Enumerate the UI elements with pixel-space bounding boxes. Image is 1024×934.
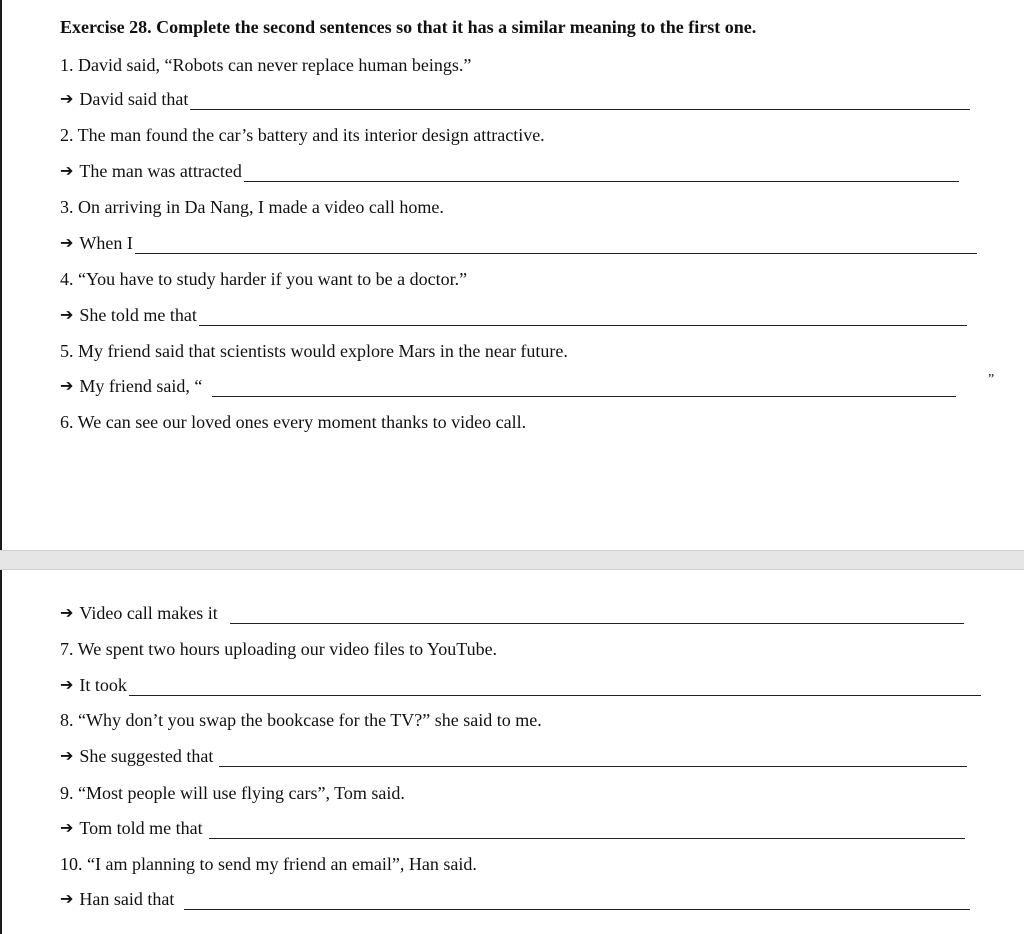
answer-blank-2[interactable] xyxy=(244,164,959,182)
answer-blank-10[interactable] xyxy=(184,892,970,910)
answer-stem-9: Tom told me that xyxy=(79,818,203,838)
question-3: 3. On arriving in Da Nang, I made a video call home. xyxy=(60,197,444,217)
arrow-icon: ➔ xyxy=(60,233,74,252)
arrow-icon: ➔ xyxy=(60,305,74,324)
answer-blank-5[interactable] xyxy=(212,379,956,397)
question-1: 1. David said, “Robots can never replace human beings.” xyxy=(60,55,472,75)
arrow-icon: ➔ xyxy=(60,603,74,622)
answer-stem-4: She told me that xyxy=(79,305,197,325)
answer-blank-8[interactable] xyxy=(219,749,967,767)
answer-blank-7[interactable] xyxy=(129,678,981,696)
question-5: 5. My friend said that scientists would explore Mars in the near future. xyxy=(60,341,568,361)
exercise-title: Exercise 28. Complete the second sentences so that it has a similar meaning to the first one. xyxy=(60,17,757,37)
answer-line-7 xyxy=(60,674,981,696)
arrow-icon: ➔ xyxy=(60,746,74,765)
answer-stem-1: David said that xyxy=(79,89,189,109)
answer-line-1 xyxy=(60,88,970,110)
answer-stem-7: It took xyxy=(79,675,127,695)
answer-line-5 xyxy=(60,375,956,397)
worksheet-page-bottom xyxy=(0,570,1024,934)
answer-line-4 xyxy=(60,304,967,326)
arrow-icon: ➔ xyxy=(60,89,74,108)
closing-quote: ” xyxy=(988,372,995,387)
page-break xyxy=(0,550,1024,570)
question-2: 2. The man found the car’s battery and its interior design attractive. xyxy=(60,125,545,145)
answer-blank-9[interactable] xyxy=(209,821,965,839)
answer-stem-3: When I xyxy=(79,233,133,253)
answer-stem-5: My friend said, “ xyxy=(79,376,203,396)
answer-blank-1[interactable] xyxy=(190,92,970,110)
answer-stem-10: Han said that xyxy=(79,889,175,909)
question-4: 4. “You have to study harder if you want to be a doctor.” xyxy=(60,269,468,289)
arrow-icon: ➔ xyxy=(60,675,74,694)
answer-line-6 xyxy=(60,602,964,624)
answer-line-3 xyxy=(60,232,977,254)
answer-stem-2: The man was attracted xyxy=(79,161,242,181)
answer-blank-4[interactable] xyxy=(199,308,967,326)
arrow-icon: ➔ xyxy=(60,376,74,395)
answer-line-8 xyxy=(60,745,967,767)
answer-stem-8: She suggested that xyxy=(79,746,214,766)
question-6: 6. We can see our loved ones every moment thanks to video call. xyxy=(60,412,527,432)
arrow-icon: ➔ xyxy=(60,818,74,837)
arrow-icon: ➔ xyxy=(60,161,74,180)
question-10: 10. “I am planning to send my friend an email”, Han said. xyxy=(60,854,477,874)
answer-line-2 xyxy=(60,160,959,182)
answer-stem-6: Video call makes it xyxy=(79,603,218,623)
question-8: 8. “Why don’t you swap the bookcase for the TV?” she said to me. xyxy=(60,710,542,730)
question-7: 7. We spent two hours uploading our video files to YouTube. xyxy=(60,639,498,659)
answer-line-9 xyxy=(60,817,965,839)
answer-blank-3[interactable] xyxy=(135,236,977,254)
answer-blank-6[interactable] xyxy=(230,606,964,624)
answer-line-10 xyxy=(60,888,970,910)
question-9: 9. “Most people will use flying cars”, Tom said. xyxy=(60,783,405,803)
arrow-icon: ➔ xyxy=(60,889,74,908)
